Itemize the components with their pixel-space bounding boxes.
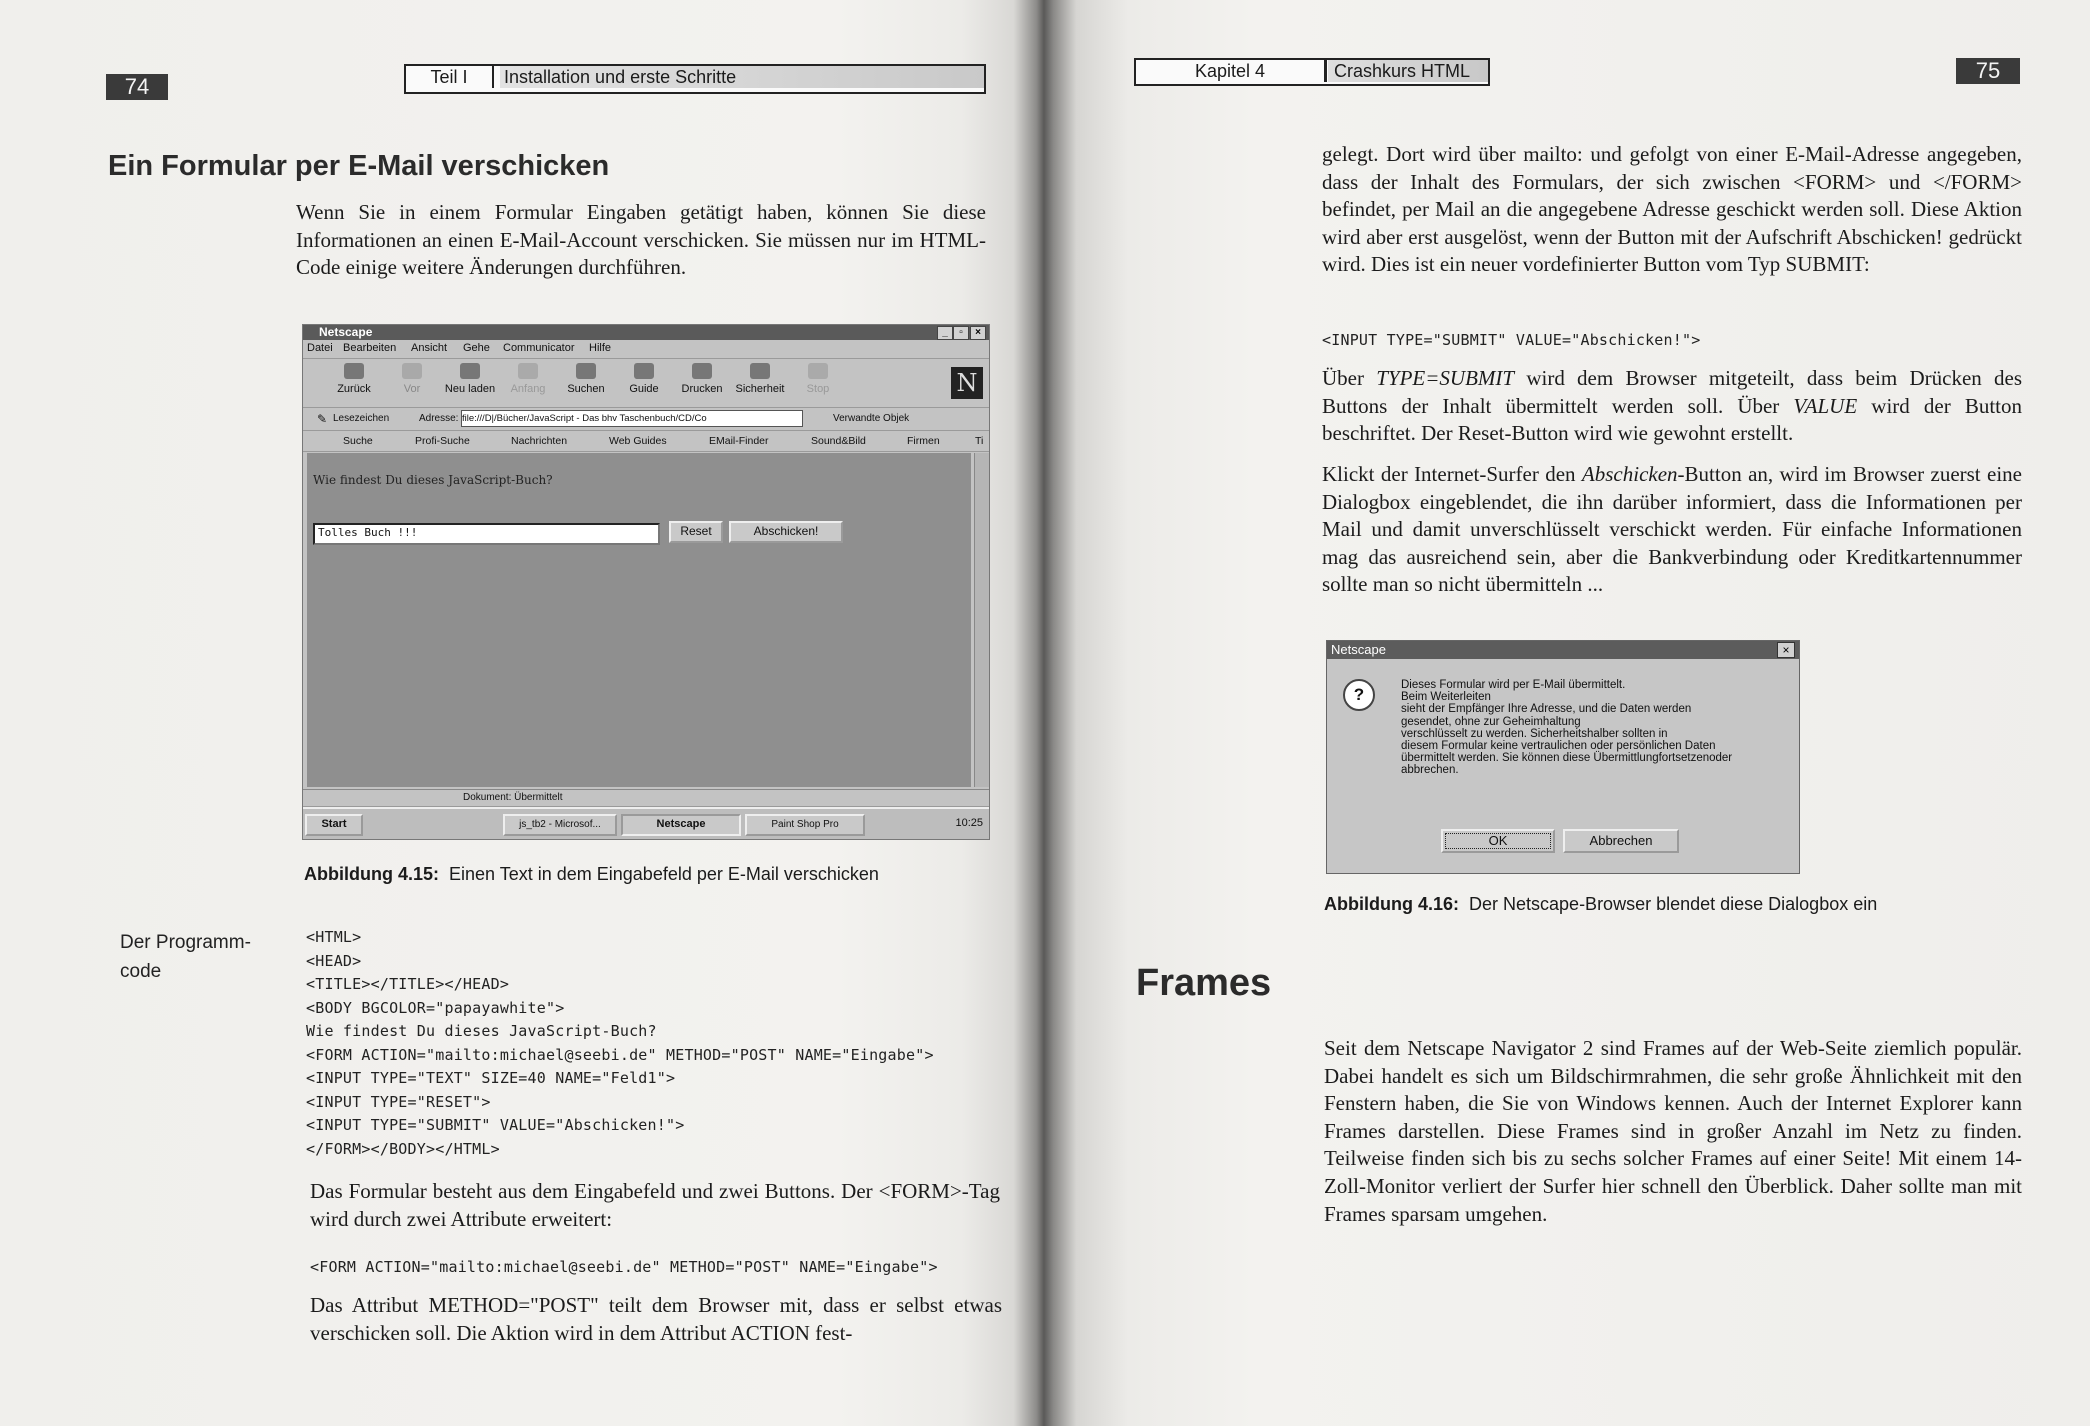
- menu-datei[interactable]: Datei: [307, 342, 333, 354]
- netscape-browser-screenshot: [302, 324, 990, 840]
- stop-label: Stop: [806, 383, 830, 395]
- form-submit-button[interactable]: Abschicken!: [729, 521, 843, 543]
- code-line: <INPUT TYPE="SUBMIT" VALUE="Abschicken!">: [306, 1116, 685, 1134]
- related-label[interactable]: Verwandte Objek: [833, 413, 910, 424]
- taskbar-item-paintshop[interactable]: Paint Shop Pro: [745, 814, 865, 836]
- start-label: Start: [321, 818, 347, 830]
- dialog-message-line: übermittelt werden. Sie können diese Übermittlungfortsetzenoder: [1401, 752, 1733, 765]
- right-running-header: [1134, 58, 1490, 86]
- caption-text: Einen Text in dem Eingabefeld per E-Mail verschicken: [449, 864, 879, 884]
- content-scrollbar[interactable]: [974, 453, 989, 787]
- code-line: <BODY BGCOLOR="papayawhite">: [306, 998, 565, 1017]
- close-icon[interactable]: ×: [970, 326, 986, 340]
- para3-text-c: -Button an, wird im Browser zuerst eine Dialogbox eingeblendet, die ihn darüber informiert, dass die Informationen per Mail und damit unverschlüsselt verschickt werden. Für einfache Informationen mag das ausreichend sein, aber die Bankverbindung oder Kreditkartennummer sollte man so nicht übermitteln ...: [1322, 462, 2022, 597]
- status-text: Dokument: Übermittelt: [463, 792, 563, 803]
- dialog-close-icon[interactable]: ×: [1777, 642, 1795, 658]
- left-code-snippet: <FORM ACTION="mailto:michael@seebi.de" METHOD="POST" NAME="Eingabe">: [310, 1258, 938, 1276]
- taskbar-item-netscape[interactable]: Netscape: [621, 814, 741, 836]
- personal-ti[interactable]: Ti: [975, 435, 984, 447]
- personal-toolbar: [303, 431, 989, 452]
- menu-hilfe[interactable]: Hilfe: [589, 342, 612, 354]
- left-figure-caption: [304, 864, 879, 885]
- menu-communicator[interactable]: Communicator: [503, 342, 575, 354]
- para2-text-c: wird dem Browser mitgeteilt, dass beim Drücken des Buttons der Inhalt übermittelt werden soll. Über: [1322, 366, 2023, 418]
- dialog-message-line: verschlüsselt zu werden. Sicherheitshalber sollten in: [1401, 727, 1668, 740]
- dialog-message-line: Dieses Formular wird per E-Mail übermittelt.: [1401, 679, 1626, 691]
- home-icon: [518, 363, 538, 379]
- menu-gehe[interactable]: Gehe: [463, 342, 490, 354]
- code-line: <TITLE></TITLE></HEAD>: [306, 975, 510, 993]
- forward-label: Vor: [403, 383, 421, 395]
- back-button[interactable]: [325, 363, 383, 395]
- left-running-header: [404, 64, 986, 94]
- taskbar-item-word[interactable]: js_tb2 - Microsof...: [503, 814, 617, 836]
- form-reset-button[interactable]: Reset: [669, 521, 723, 543]
- header-chapter-title: Crashkurs HTML: [1328, 60, 1488, 82]
- right-code-snippet: <INPUT TYPE="SUBMIT" VALUE="Abschicken!">: [1322, 331, 1701, 349]
- dialog-titlebar: [1327, 641, 1799, 659]
- right-paragraph-1: gelegt. Dort wird über mailto: und gefolgt von einer E-Mail-Adresse angegeben, dass der Inhalt des Formulars, der sich zwischen <FORM> und </FORM> befindet, per Mail an die angegebene Adresse geschickt werden soll. Diese Aktion wird aber erst ausgelöst, wenn der Button mit der Aufschrift Abschicken! gedrückt wird. Dies ist ein neuer vordefinierter Button vom Typ SUBMIT:: [1322, 142, 2022, 277]
- address-label: Adresse:: [419, 413, 459, 424]
- search-icon: [576, 363, 596, 379]
- personal-email-finder[interactable]: EMail-Finder: [709, 435, 769, 447]
- left-page-number: 74: [106, 74, 168, 100]
- netscape-dialog-screenshot: [1326, 640, 1800, 874]
- status-bar: [303, 789, 989, 807]
- code-line: <HEAD>: [306, 951, 362, 970]
- code-line: Wie findest Du dieses JavaScript-Buch?: [306, 1022, 657, 1040]
- print-label: Drucken: [681, 383, 723, 395]
- right-paragraph-2: [1322, 365, 2022, 448]
- personal-nachrichten[interactable]: Nachrichten: [511, 435, 568, 447]
- location-toolbar: [303, 408, 989, 431]
- dialog-cancel-button[interactable]: Abbrechen: [1563, 829, 1679, 853]
- left-paragraph-1: Das Formular besteht aus dem Eingabefeld und zwei Buttons. Der <FORM>-Tag wird durch zwei Attribute erweitert:: [310, 1179, 1000, 1231]
- home-label: Anfang: [510, 383, 546, 395]
- minimize-icon[interactable]: _: [937, 326, 953, 340]
- margin-note: [120, 928, 251, 986]
- right-paragraph-4: Seit dem Netscape Navigator 2 sind Frames auf der Web-Seite ziemlich populär. Dabei handelt es sich um Bildschirmrahmen, die sehr große Ähnlichkeit mit den Fenstern haben, die Sie von Windows kennen. Auch der Internet Explorer kann Frames darstellen. Diese Frames sind in großer Anzahl im Netz zu finden. Teilweise finden sich bis zu sechs solcher Frames auf einer Seite! Mit einem 14-Zoll-Monitor verliert der Surfer hier schnell den Überblick. Daher sollte man mit Frames sparsam umgehen.: [1324, 1036, 2022, 1226]
- form-text-input[interactable]: Tolles Buch !!!: [313, 523, 660, 545]
- dialog-message-line: gesendet, ohne zur Geheimhaltung: [1401, 715, 1581, 728]
- back-icon: [344, 363, 364, 379]
- para3-text-a: Klickt der Internet-Surfer den: [1322, 462, 1582, 486]
- search-label: Suchen: [567, 383, 605, 395]
- frames-heading: Frames: [1136, 962, 1272, 1004]
- para2-term-type-submit: TYPE=SUBMIT: [1376, 366, 1515, 390]
- personal-firmen[interactable]: Firmen: [907, 435, 940, 447]
- code-line: <FORM ACTION="mailto:michael@seebi.de" METHOD="POST" NAME="Eingabe">: [306, 1045, 934, 1064]
- menu-ansicht[interactable]: Ansicht: [411, 342, 448, 354]
- security-button[interactable]: [731, 363, 789, 395]
- code-line: </FORM></BODY></HTML>: [306, 1139, 500, 1158]
- personal-web-guides[interactable]: Web Guides: [609, 435, 667, 447]
- dialog-title: Netscape: [1331, 642, 1386, 657]
- home-button[interactable]: [499, 363, 557, 395]
- header-chapter: Kapitel 4: [1136, 60, 1327, 82]
- form-question: Wie findest Du dieses JavaScript-Buch?: [313, 473, 553, 487]
- left-section-heading: Ein Formular per E-Mail verschicken: [108, 150, 610, 182]
- left-paragraph-2: Das Attribut METHOD="POST" teilt dem Browser mit, dass er selbst etwas verschicken soll. Die Aktion wird in dem Attribut ACTION fest-: [310, 1293, 1002, 1345]
- program-code-listing: [306, 926, 934, 1161]
- maximize-icon[interactable]: ▫: [953, 326, 969, 340]
- header-title: Installation und erste Schritte: [500, 66, 984, 88]
- question-icon: ?: [1343, 679, 1375, 711]
- personal-suche[interactable]: Suche: [343, 435, 373, 447]
- right-page-number: 75: [1956, 58, 2020, 84]
- dialog-message-line: diesem Formular keine vertraulichen oder persönlichen Daten: [1401, 740, 1716, 753]
- dialog-message-line: sieht der Empfänger Ihre Adresse, und die Daten werden: [1401, 703, 1692, 716]
- taskbar-clock: 10:25: [955, 817, 983, 829]
- menu-bar: [303, 340, 989, 359]
- right-figure-caption: [1324, 894, 1877, 915]
- para2-text-e: wird der Button beschriftet. Der Reset-Button wird wie gewohnt erstellt.: [1322, 393, 2022, 446]
- back-label: Zurück: [337, 383, 371, 395]
- dialog-message: [1401, 679, 1791, 777]
- search-button[interactable]: [557, 363, 615, 395]
- window-title: Netscape: [319, 325, 373, 339]
- guide-button[interactable]: [615, 363, 673, 395]
- page-content-area: [307, 453, 971, 787]
- forward-icon: [402, 363, 422, 379]
- stop-icon: [808, 363, 828, 379]
- code-line: <HTML>: [306, 928, 362, 946]
- right-paragraph-3: [1322, 461, 2022, 599]
- dialog-message-line: Beim Weiterleiten: [1401, 691, 1491, 704]
- reload-button[interactable]: [441, 363, 499, 395]
- personal-profi-suche[interactable]: Profi-Suche: [415, 435, 470, 447]
- left-intro-paragraph: Wenn Sie in einem Formular Eingaben getätigt haben, können Sie diese Informationen an einen E-Mail-Account verschicken. Sie müssen nur im HTML-Code einige weitere Änderungen durchführen.: [296, 200, 986, 280]
- print-icon: [692, 363, 712, 379]
- code-line: <INPUT TYPE="RESET">: [306, 1092, 491, 1111]
- margin-note-line-2: code: [120, 961, 162, 982]
- dialog-message-line: abbrechen.: [1401, 764, 1459, 777]
- header-part: Teil I: [406, 66, 494, 88]
- reload-label: Neu laden: [444, 383, 496, 395]
- print-button[interactable]: [673, 363, 731, 395]
- address-input[interactable]: file:///D|/Bücher/JavaScript - Das bhv Taschenbuch/CD/Co: [461, 410, 803, 427]
- dialog-ok-button[interactable]: OK: [1441, 829, 1555, 853]
- reload-icon: [460, 363, 480, 379]
- stop-button[interactable]: [789, 363, 847, 395]
- netscape-logo-icon: N: [951, 367, 983, 399]
- margin-note-line-1: Der Programm-: [120, 932, 251, 953]
- bookmark-icon[interactable]: ✎: [317, 412, 328, 426]
- security-label: Sicherheit: [735, 383, 785, 395]
- navigation-toolbar: [303, 359, 989, 408]
- guide-label: Guide: [629, 383, 659, 395]
- bookmarks-label[interactable]: Lesezeichen: [333, 413, 390, 424]
- guide-icon: [634, 363, 654, 379]
- browser-titlebar: [303, 325, 989, 340]
- windows-taskbar: [303, 807, 989, 840]
- para2-term-value: VALUE: [1793, 393, 1858, 418]
- para3-term-abschicken: Abschicken: [1581, 462, 1678, 486]
- start-button[interactable]: [305, 814, 363, 836]
- caption-label-2: Abbildung 4.16:: [1324, 894, 1459, 914]
- menu-bearbeiten[interactable]: Bearbeiten: [343, 342, 397, 354]
- lock-icon: [750, 363, 770, 379]
- para2-text-a: Über: [1322, 366, 1377, 390]
- forward-button[interactable]: [383, 363, 441, 395]
- caption-text-2: Der Netscape-Browser blendet diese Dialogbox ein: [1469, 894, 1878, 914]
- personal-sound-bild[interactable]: Sound&Bild: [811, 435, 866, 447]
- caption-label: Abbildung 4.15:: [304, 864, 439, 884]
- code-line: <INPUT TYPE="TEXT" SIZE=40 NAME="Feld1">: [306, 1069, 676, 1087]
